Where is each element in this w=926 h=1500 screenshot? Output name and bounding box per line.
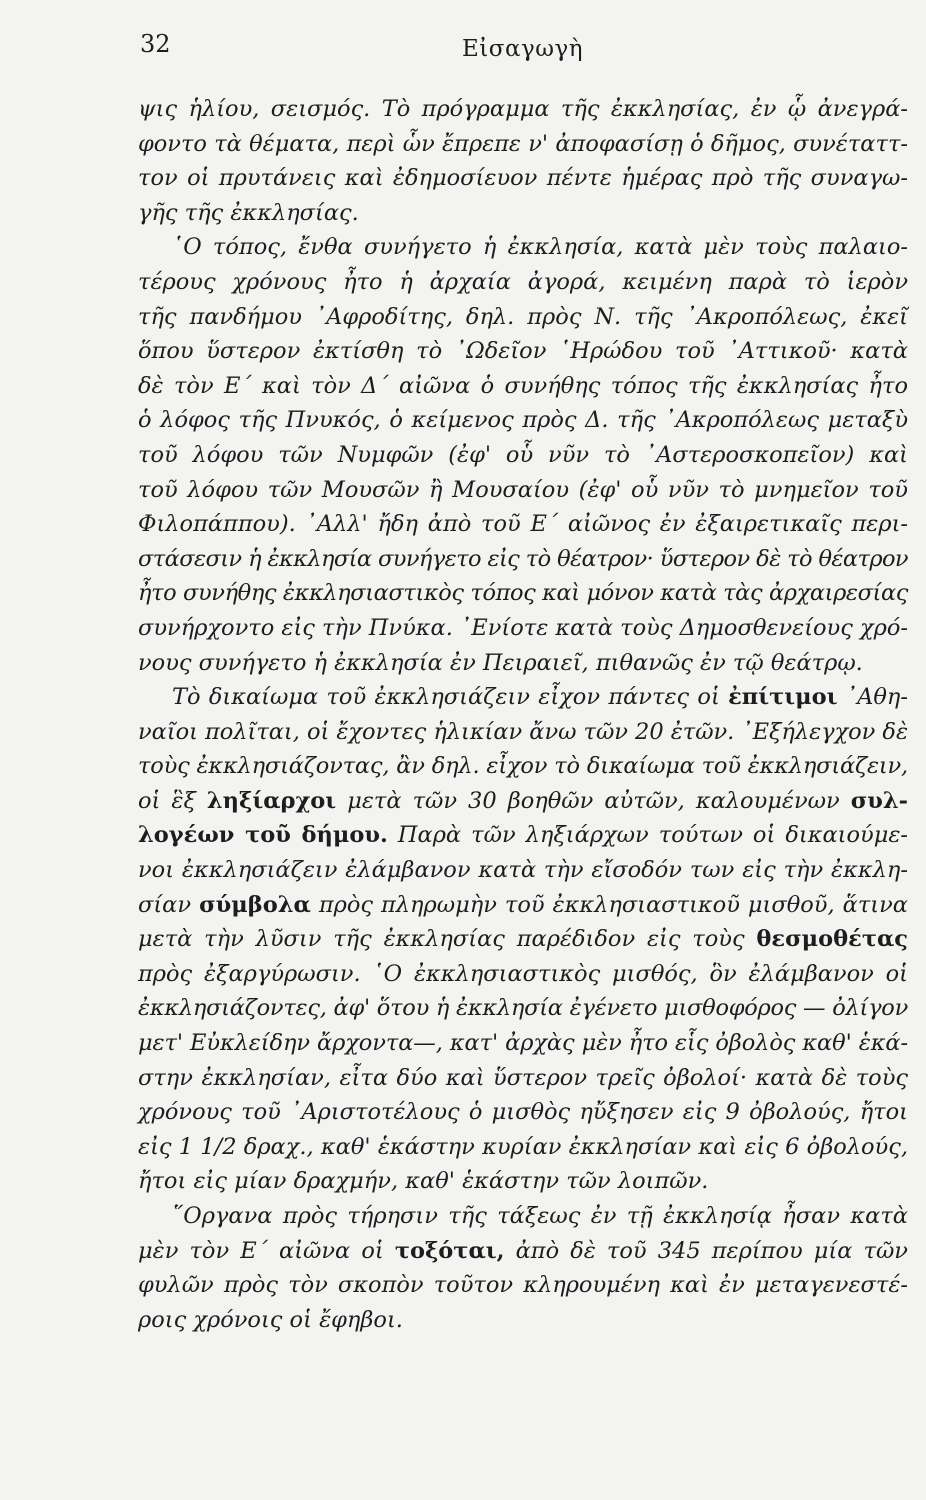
bold-term: ληξίαρχοι <box>206 787 337 814</box>
text-line <box>138 680 908 715</box>
text-line: φυλῶν πρὸς τὸν σκοπὸν τοῦτον κληρουμένη καὶ ἐν μεταγενεστέ- <box>138 1272 908 1299</box>
bold-term: σύμβολα <box>199 891 311 918</box>
text-line: στάσεσιν ἡ ἐκκλησία συνήγετο εἰς τὸ θέατρον· ὕστερον δὲ τὸ θέατρον <box>138 545 908 572</box>
text-line: τοῦ λόφου τῶν Νυμφῶν (ἐφ' οὗ νῦν τὸ ᾿Αστεροσκοπεῖον) καὶ <box>138 441 908 468</box>
text-segment: ᾿Αθη- <box>837 684 909 711</box>
text-segment: μετὰ τὴν λῦσιν τῆς ἐκκλησίας παρέδιδον εἰς τοὺς <box>138 926 757 953</box>
text-line: συνήρχοντο εἰς τὴν Πνύκα. ᾿Ενίοτε κατὰ τοὺς Δημοσθενείους χρό- <box>138 614 908 641</box>
text-line <box>138 1234 908 1269</box>
text-segment: Τὸ δικαίωμα τοῦ ἐκκλησιάζειν εἶχον πάντες οἱ <box>172 684 729 711</box>
text-line: τέρους χρόνους ἦτο ἡ ἀρχαία ἀγορά, κειμένη παρὰ τὸ ἱερὸν <box>138 268 908 295</box>
text-line <box>138 784 908 819</box>
text-line: ῾Ο τόπος, ἔνθα συνήγετο ἡ ἐκκλησία, κατὰ μὲν τοὺς παλαιο- <box>172 234 908 261</box>
text-line <box>138 922 908 957</box>
text-line: φοντο τὰ θέματα, περὶ ὧν ἔπρεπε ν' ἀποφασίσῃ ὁ δῆμος, συνέταττ- <box>138 130 908 157</box>
text-line: νους συνήγετο ἡ ἐκκλησία ἐν Πειραιεῖ, πιθανῶς ἐν τῷ θεάτρῳ. <box>138 649 863 676</box>
text-line: μετ' Εὐκλείδην ἄρχοντα—, κατ' ἀρχὰς μὲν ἦτο εἷς ὀβολὸς καθ' ἑκά- <box>138 1030 908 1057</box>
text-segment: ἀπὸ δὲ τοῦ 345 περίπου μία τῶν <box>504 1237 908 1264</box>
text-line: ροις χρόνοις οἱ ἔφηβοι. <box>138 1306 403 1333</box>
page-number: 32 <box>140 30 171 58</box>
bold-term: συλ- <box>850 787 909 814</box>
bold-term: τοξόται, <box>394 1237 505 1264</box>
text-line: ναῖοι πολῖται, οἱ ἔχοντες ἡλικίαν ἄνω τῶν 20 ἐτῶν. ᾿Εξήλεγχον δὲ <box>138 718 908 745</box>
text-line: δὲ τὸν Ε΄ καὶ τὸν Δ΄ αἰῶνα ὁ συνήθης τόπος τῆς ἐκκλησίας ἦτο <box>138 372 908 399</box>
text-line: ἐκκλησιάζοντες, ἀφ' ὅτου ἡ ἐκκλησία ἐγένετο μισθοφόρος — ὀλίγον <box>138 995 908 1022</box>
body-text <box>138 92 908 1337</box>
text-line: στην ἐκκλησίαν, εἶτα δύο καὶ ὕστερον τρεῖς ὀβολοί· κατὰ δὲ τοὺς <box>138 1064 908 1091</box>
text-segment: μετὰ τῶν 30 βοηθῶν αὐτῶν, καλουμένων <box>336 787 851 814</box>
text-line: ἤτοι εἰς μίαν δραχμήν, καθ' ἑκάστην τῶν λοιπῶν. <box>138 1168 709 1195</box>
bold-term: ἐπίτιμοι <box>728 684 838 711</box>
text-line: ὁ λόφος τῆς Πνυκός, ὁ κείμενος πρὸς Δ. τῆς ᾿Ακροπόλεως μεταξὺ <box>138 407 908 434</box>
bold-term: λογέων τοῦ δήμου. <box>138 822 388 849</box>
text-line: τῆς πανδήμου ᾿Αφροδίτης, δηλ. πρὸς Ν. τῆς ᾿Ακροπόλεως, ἐκεῖ <box>138 303 908 330</box>
text-line: ἦτο συνήθης ἐκκλησιαστικὸς τόπος καὶ μόνον κατὰ τὰς ἀρχαιρεσίας <box>138 580 908 607</box>
text-segment: πρὸς πληρωμὴν τοῦ ἐκκλησιαστικοῦ μισθοῦ, ἅτινα <box>310 891 908 918</box>
text-line: τοὺς ἐκκλησιάζοντας, ἂν δηλ. εἶχον τὸ δικαίωμα τοῦ ἐκκλησιάζειν, <box>138 753 908 780</box>
text-line: νοι ἐκκλησιάζειν ἐλάμβανον κατὰ τὴν εἴσοδόν των εἰς τὴν ἐκκλη- <box>138 857 908 884</box>
text-segment: μὲν τὸν Ε΄ αἰῶνα οἱ <box>138 1237 395 1264</box>
text-line: τον οἱ πρυτάνεις καὶ ἐδημοσίευον πέντε ἡμέρας πρὸ τῆς συναγω- <box>138 165 908 192</box>
text-line: γῆς τῆς ἐκκλησίας. <box>138 199 359 226</box>
page-header <box>0 30 926 70</box>
text-line: χρόνους τοῦ ᾿Αριστοτέλους ὁ μισθὸς ηὔξησεν εἰς 9 ὀβολούς, ἤτοι <box>138 1099 908 1126</box>
text-line <box>138 818 908 853</box>
text-line <box>138 888 908 923</box>
text-segment: σίαν <box>138 891 200 918</box>
bold-term: θεσμοθέτας <box>756 926 908 953</box>
text-line: πρὸς ἐξαργύρωσιν. ῾Ο ἐκκλησιαστικὸς μισθός, ὃν ἐλάμβανον οἱ <box>138 960 908 987</box>
running-title: Εἰσαγωγὴ <box>462 36 584 62</box>
text-segment: Παρὰ τῶν ληξιάρχων τούτων οἱ δικαιούμε- <box>387 822 908 849</box>
text-line: Φιλοπάππου). ᾿Αλλ' ἤδη ἀπὸ τοῦ Ε΄ αἰῶνος ἐν ἐξαιρετικαῖς περι- <box>138 511 908 538</box>
text-line: ψις ἡλίου, σεισμός. Τὸ πρόγραμμα τῆς ἐκκλησίας, ἐν ᾧ ἀνεγρά- <box>138 96 908 122</box>
text-line: τοῦ λόφου τῶν Μουσῶν ἢ Μουσαίου (ἐφ' οὗ νῦν τὸ μνημεῖον τοῦ <box>138 476 908 503</box>
text-segment: οἱ ἓξ <box>138 787 207 814</box>
text-line: εἰς 1 1/2 δραχ., καθ' ἑκάστην κυρίαν ἐκκλησίαν καὶ εἰς 6 ὀβολούς, <box>138 1133 908 1160</box>
text-line: ὅπου ὕστερον ἐκτίσθη τὸ ᾿Ωδεῖον ῾Ηρώδου τοῦ ᾿Αττικοῦ· κατὰ <box>138 338 908 365</box>
text-line: ῞Οργανα πρὸς τήρησιν τῆς τάξεως ἐν τῇ ἐκκλησίᾳ ἦσαν κατὰ <box>172 1203 908 1229</box>
